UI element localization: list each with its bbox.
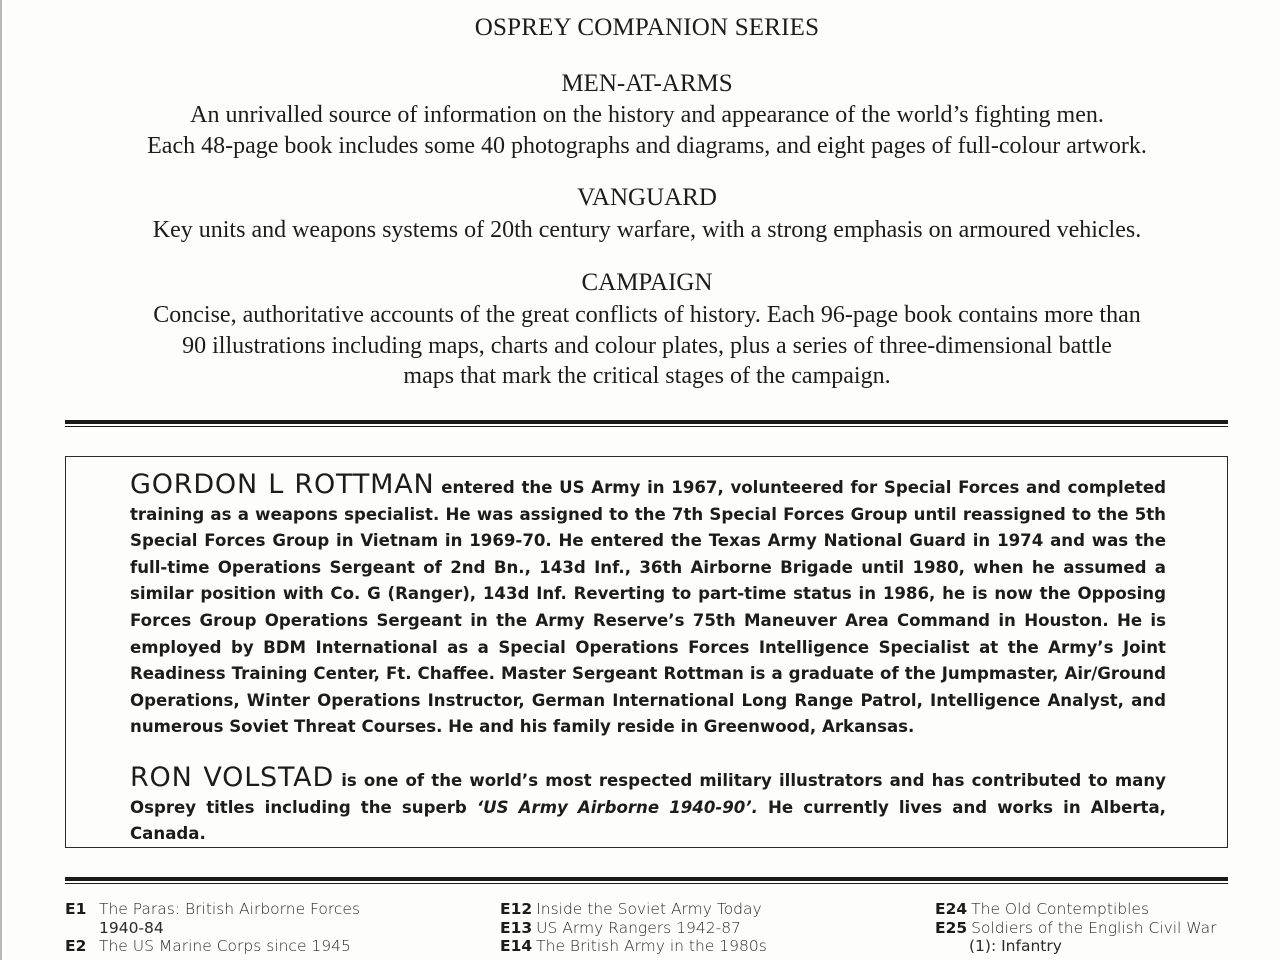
author-name: GORDON L ROTTMAN (130, 469, 435, 500)
title-list-column-3 (935, 900, 1235, 956)
section-line: 90 illustrations including maps, charts and colour plates, plus a series of three-dimensional battle (182, 332, 1112, 359)
title-code: E12 (500, 900, 533, 918)
series-title: OSPREY COMPANION SERIES (474, 14, 820, 41)
section-body-men-at-arms (0, 100, 1280, 161)
title-continuation: (1): Infantry (969, 937, 1062, 955)
list-item (500, 937, 880, 956)
divider-rule (65, 420, 1228, 424)
author-bio-text: He currently lives and works in Alberta, Canada. (130, 797, 1166, 844)
divider-rule-thin (65, 883, 1228, 884)
section-heading-men-at-arms: MEN-AT-ARMS (561, 70, 733, 97)
author-name: RON VOLSTAD (130, 762, 335, 793)
section-heading-vanguard: VANGUARD (577, 184, 717, 211)
title-continuation: 1940-84 (99, 918, 164, 937)
title-code: E2 (65, 937, 87, 955)
title-name: The British Army in the 1980s (536, 937, 767, 955)
title-name: The US Marine Corps since 1945 (99, 937, 351, 955)
list-item (935, 900, 1235, 919)
title-name: The Old Contemptibles (971, 900, 1150, 918)
section-body-campaign (0, 300, 1280, 392)
author-bio-text: is one of the world’s most respected military illustrators and has contributed to many Osprey titles including the superb (130, 771, 1166, 817)
book-title: ‘US Army Airborne 1940-90’. (476, 797, 758, 817)
title-name: US Army Rangers 1942-87 (536, 918, 741, 937)
title-list-column-2 (500, 900, 880, 956)
divider-rule (65, 877, 1228, 881)
section-line: maps that mark the critical stages of the campaign. (403, 363, 891, 389)
list-item (500, 919, 880, 938)
title-name: The Paras: British Airborne Forces (99, 900, 361, 918)
title-name: Soldiers of the English Civil War (971, 918, 1217, 937)
author-bio-rottman (130, 469, 1167, 741)
list-item (65, 937, 445, 956)
list-item (65, 900, 445, 919)
section-line: Key units and weapons systems of 20th century warfare, with a strong emphasis on armoured vehicles. (152, 217, 1142, 243)
section-body-vanguard (0, 215, 1280, 246)
title-code: E1 (65, 900, 87, 918)
author-bio-volstad (130, 762, 1166, 848)
title-code: E25 (935, 918, 968, 937)
author-bio-text: entered the US Army in 1967, volunteered for Special Forces and completed training as a weapons specialist. He was assigned to the 7th Special Forces Group until reassigned to the 5th Special Forces Group in Vietnam in 1969-70. He entered the Texas Army National Guard in 1974 and was the full-time Operations Sergeant of 2nd Bn., 143d Inf., 36th Airborne Brigade until 1980, when he assumed a similar position with Co. G (Ranger), 143d Inf. Reverting to part-time status in 1986, he is now the Opposing Forces Group Operations Sergeant in the Army Reserve’s 75th Maneuver Area Command in Houston. He is employed by BDM International as a Special Operations Forces Intelligence Specialist at the Army’s Joint Readiness Training Center, Ft. Chaffee. Master Sergeant Rottman is a graduate of the Jumpmaster, Air/Ground Operations, Winter Operations Instructor, German International Long Range Patrol, Intelligence Analyst, and numerous Soviet Threat Courses. He and his family reside in Greenwood, Arkansas. (130, 478, 1167, 737)
title-code: E24 (935, 900, 968, 918)
list-item (935, 919, 1235, 938)
section-heading-campaign: CAMPAIGN (581, 269, 713, 296)
divider-rule-thin (65, 426, 1228, 427)
section-line: Each 48-page book includes some 40 photographs and diagrams, and eight pages of full-colour artwork. (147, 132, 1147, 159)
title-code: E13 (500, 918, 533, 937)
list-item (500, 900, 880, 919)
title-name: Inside the Soviet Army Today (536, 900, 762, 918)
title-list-column-1 (65, 900, 445, 956)
title-code: E14 (500, 937, 533, 955)
section-line: An unrivalled source of information on the history and appearance of the world’s fighting men. (190, 102, 1104, 128)
section-line: Concise, authoritative accounts of the great conflicts of history. Each 96-page book contains more than (153, 302, 1141, 328)
